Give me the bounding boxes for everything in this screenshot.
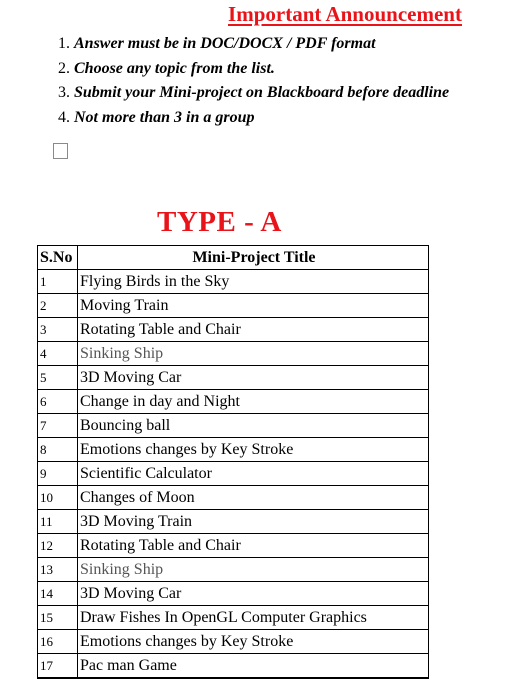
rule-text: Answer must be in DOC/DOCX / PDF format bbox=[74, 35, 376, 52]
table-row bbox=[38, 558, 429, 582]
row-title: Draw Fishes In OpenGL Computer Graphics bbox=[78, 606, 429, 630]
row-sno: 15 bbox=[38, 606, 78, 630]
table-row bbox=[38, 486, 429, 510]
mini-project-table bbox=[37, 245, 429, 679]
row-sno: 7 bbox=[38, 414, 78, 438]
section-heading: TYPE - A bbox=[157, 206, 282, 238]
row-title: Rotating Table and Chair bbox=[78, 534, 429, 558]
rule-item: 4. Not more than 3 in a group bbox=[58, 108, 255, 126]
row-title: 3D Moving Car bbox=[78, 582, 429, 606]
row-sno: 2 bbox=[38, 294, 78, 318]
row-title: Scientific Calculator bbox=[78, 462, 429, 486]
table-row bbox=[38, 438, 429, 462]
table-row bbox=[38, 582, 429, 606]
row-title: Pac man Game bbox=[78, 654, 429, 679]
row-title: Sinking Ship bbox=[78, 558, 429, 582]
rule-item: 2. Choose any topic from the list. bbox=[58, 59, 275, 77]
row-title: Rotating Table and Chair bbox=[78, 318, 429, 342]
rule-item: 3. Submit your Mini-project on Blackboard before deadline bbox=[58, 84, 450, 101]
header-title: Mini-Project Title bbox=[78, 246, 429, 270]
row-title: Changes of Moon bbox=[78, 486, 429, 510]
table-row bbox=[38, 390, 429, 414]
row-sno: 14 bbox=[38, 582, 78, 606]
table-row bbox=[38, 342, 429, 366]
row-sno: 9 bbox=[38, 462, 78, 486]
empty-checkbox[interactable] bbox=[53, 143, 68, 159]
row-sno: 11 bbox=[38, 510, 78, 534]
rule-item: 1. Answer must be in DOC/DOCX / PDF format bbox=[58, 35, 376, 52]
table-row bbox=[38, 414, 429, 438]
table-row bbox=[38, 534, 429, 558]
header-sno: S.No bbox=[38, 246, 78, 270]
rules-list bbox=[58, 32, 449, 130]
table-row bbox=[38, 270, 429, 294]
table-row bbox=[38, 366, 429, 390]
row-sno: 12 bbox=[38, 534, 78, 558]
rule-text: Choose any topic from the list. bbox=[74, 59, 275, 77]
row-sno: 6 bbox=[38, 390, 78, 414]
table-header-row bbox=[38, 246, 429, 270]
row-title: Change in day and Night bbox=[78, 390, 429, 414]
row-title: Emotions changes by Key Stroke bbox=[78, 630, 429, 654]
announcement-title: Important Announcement bbox=[228, 2, 462, 26]
row-sno: 10 bbox=[38, 486, 78, 510]
row-sno: 8 bbox=[38, 438, 78, 462]
row-title: Emotions changes by Key Stroke bbox=[78, 438, 429, 462]
table-row bbox=[38, 606, 429, 630]
table-row bbox=[38, 294, 429, 318]
row-title: Bouncing ball bbox=[78, 414, 429, 438]
table-row bbox=[38, 318, 429, 342]
row-title: Flying Birds in the Sky bbox=[78, 270, 429, 294]
rule-text: Submit your Mini-project on Blackboard before deadline bbox=[74, 84, 450, 101]
row-title: Sinking Ship bbox=[78, 342, 429, 366]
row-sno: 4 bbox=[38, 342, 78, 366]
table-row bbox=[38, 462, 429, 486]
row-sno: 17 bbox=[38, 654, 78, 679]
row-sno: 13 bbox=[38, 558, 78, 582]
row-sno: 5 bbox=[38, 366, 78, 390]
row-title: 3D Moving Train bbox=[78, 510, 429, 534]
table-row bbox=[38, 510, 429, 534]
row-sno: 16 bbox=[38, 630, 78, 654]
row-sno: 3 bbox=[38, 318, 78, 342]
row-title: 3D Moving Car bbox=[78, 366, 429, 390]
row-sno: 1 bbox=[38, 270, 78, 294]
row-title: Moving Train bbox=[78, 294, 429, 318]
table-row bbox=[38, 654, 429, 679]
rule-text: Not more than 3 in a group bbox=[74, 108, 255, 126]
table-row bbox=[38, 630, 429, 654]
